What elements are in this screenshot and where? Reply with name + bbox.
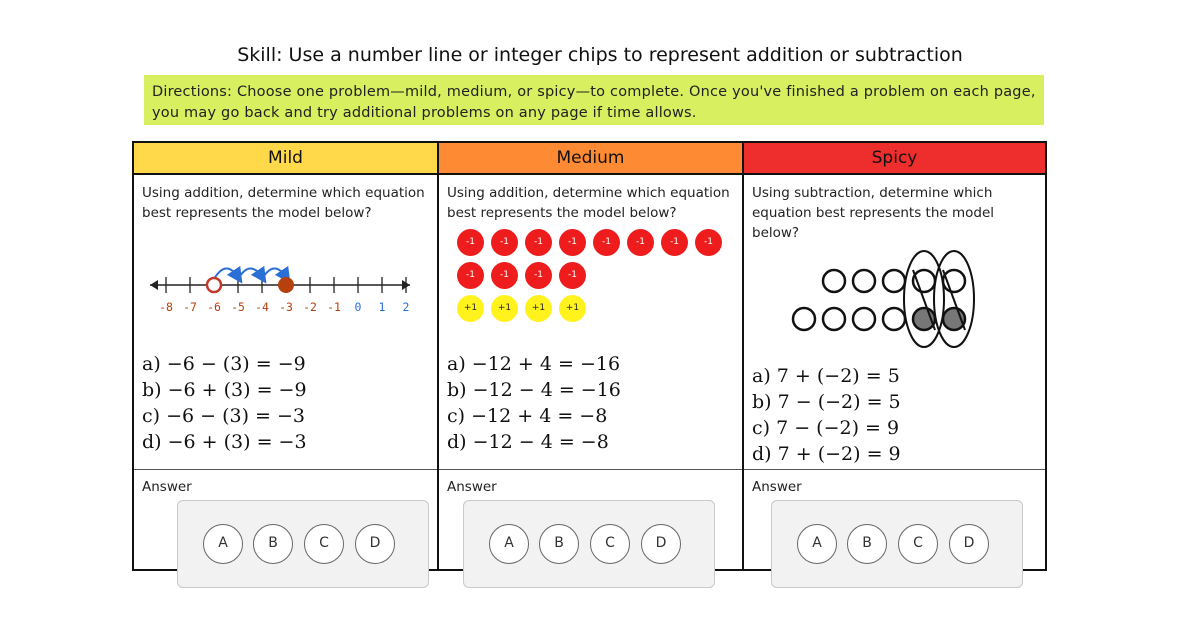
mild-option-a: a) −6 − (3) = −9 xyxy=(142,353,306,375)
negative-chip: -1 xyxy=(457,262,484,289)
spicy-choice-d[interactable]: D xyxy=(949,524,989,564)
medium-option-c: c) −12 + 4 = −8 xyxy=(447,405,608,427)
spicy-answer-label: Answer xyxy=(752,479,802,495)
spicy-answer-box xyxy=(771,500,1023,588)
spicy-divider xyxy=(744,469,1045,470)
negative-chip: -1 xyxy=(695,229,722,256)
mild-option-b: b) −6 + (3) = −9 xyxy=(142,379,307,401)
medium-divider xyxy=(439,469,742,470)
negative-chip: -1 xyxy=(559,229,586,256)
spicy-choice-c[interactable]: C xyxy=(898,524,938,564)
spicy-option-c: c) 7 − (−2) = 9 xyxy=(752,417,900,439)
number-line-label: -5 xyxy=(231,300,245,314)
mild-choice-a[interactable]: A xyxy=(203,524,243,564)
mild-choice-b[interactable]: B xyxy=(253,524,293,564)
medium-header: Medium xyxy=(439,141,742,175)
mild-header: Mild xyxy=(134,141,437,175)
medium-choice-b[interactable]: B xyxy=(539,524,579,564)
circle-model xyxy=(764,241,1044,351)
medium-choice-a[interactable]: A xyxy=(489,524,529,564)
medium-option-a: a) −12 + 4 = −16 xyxy=(447,353,621,375)
number-line-label: 1 xyxy=(378,300,386,314)
mild-options xyxy=(142,351,307,455)
mild-option-d: d) −6 + (3) = −3 xyxy=(142,431,307,453)
number-line-label: -3 xyxy=(279,300,293,314)
medium-choice-d[interactable]: D xyxy=(641,524,681,564)
medium-answer-box xyxy=(463,500,715,588)
negative-chip: -1 xyxy=(661,229,688,256)
negative-chip: -1 xyxy=(559,262,586,289)
directions-banner: Directions: Choose one problem—mild, medium, or spicy—to complete. Once you've finished a problem on each page, you may go back and try additional problems on any page if time allows. xyxy=(144,75,1044,125)
negative-chip: -1 xyxy=(525,262,552,289)
negative-chip: -1 xyxy=(593,229,620,256)
medium-choice-c[interactable]: C xyxy=(590,524,630,564)
mild-answer-box xyxy=(177,500,429,588)
negative-chip: -1 xyxy=(491,262,518,289)
number-line-label: 2 xyxy=(402,300,410,314)
negative-chip: -1 xyxy=(491,229,518,256)
negative-chip: -1 xyxy=(457,229,484,256)
positive-chip: +1 xyxy=(491,295,518,322)
mild-prompt: Using addition, determine which equation best represents the model below? xyxy=(142,185,425,221)
negative-chip: -1 xyxy=(525,229,552,256)
medium-prompt: Using addition, determine which equation best represents the model below? xyxy=(447,185,730,221)
positive-chip: +1 xyxy=(559,295,586,322)
medium-options xyxy=(447,351,621,455)
positive-chip: +1 xyxy=(457,295,484,322)
skill-title: Skill: Use a number line or integer chips to represent addition or subtraction xyxy=(237,44,963,66)
medium-option-b: b) −12 − 4 = −16 xyxy=(447,379,621,401)
number-line-label: -8 xyxy=(159,300,173,314)
spicy-choice-b[interactable]: B xyxy=(847,524,887,564)
mild-answer-label: Answer xyxy=(142,479,192,495)
mild-choice-c[interactable]: C xyxy=(304,524,344,564)
spicy-option-a: a) 7 + (−2) = 5 xyxy=(752,365,900,387)
positive-chip: +1 xyxy=(525,295,552,322)
mild-choice-d[interactable]: D xyxy=(355,524,395,564)
number-line-label: -4 xyxy=(255,300,269,314)
spicy-prompt: Using subtraction, determine which equation best represents the model below? xyxy=(752,185,995,241)
number-line-label: -1 xyxy=(327,300,341,314)
negative-chip: -1 xyxy=(627,229,654,256)
mild-divider xyxy=(134,469,437,470)
spicy-option-b: b) 7 − (−2) = 5 xyxy=(752,391,901,413)
number-line-label: -6 xyxy=(207,300,221,314)
spicy-header: Spicy xyxy=(744,141,1045,175)
spicy-choice-a[interactable]: A xyxy=(797,524,837,564)
medium-answer-label: Answer xyxy=(447,479,497,495)
medium-option-d: d) −12 − 4 = −8 xyxy=(447,431,609,453)
number-line-label: -7 xyxy=(183,300,197,314)
number-line-label: -2 xyxy=(303,300,317,314)
mild-option-c: c) −6 − (3) = −3 xyxy=(142,405,306,427)
number-line-label: 0 xyxy=(354,300,362,314)
spicy-options xyxy=(752,363,901,467)
spicy-option-d: d) 7 + (−2) = 9 xyxy=(752,443,901,465)
number-line-model xyxy=(142,249,432,329)
